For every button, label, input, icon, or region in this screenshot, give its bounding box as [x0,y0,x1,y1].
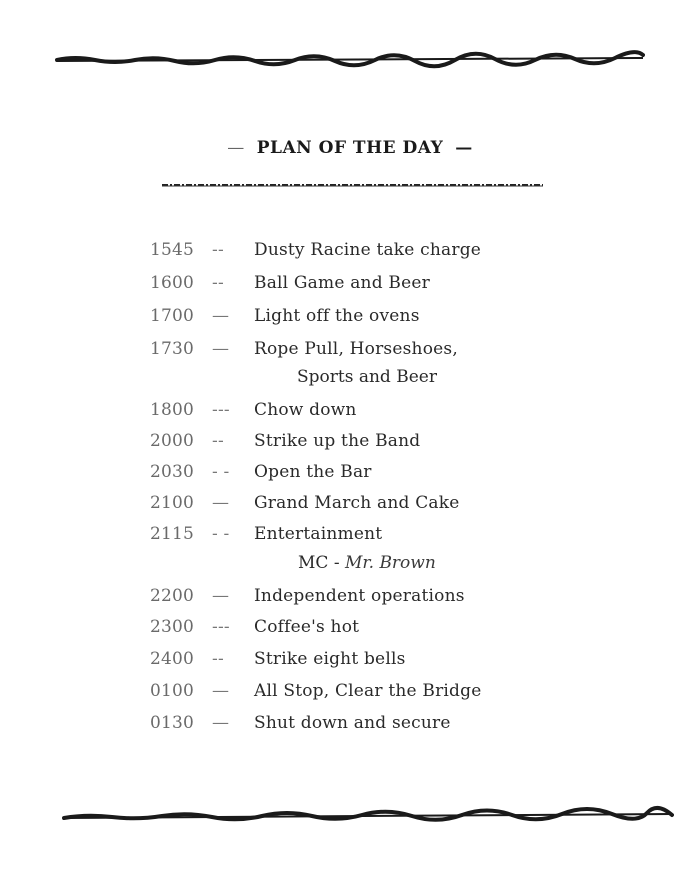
schedule-time: 2000 [150,431,195,451]
schedule-entry [150,681,481,701]
schedule-activity: Coffee's hot [254,617,360,637]
title-text: PLAN OF THE DAY [256,138,444,158]
schedule-activity: Dusty Racine take charge [254,240,482,260]
schedule-separator: — [212,681,230,701]
schedule-time: 0130 [150,713,195,733]
schedule-activity: Independent operations [254,586,465,606]
schedule-entry [150,273,430,293]
schedule-entry [150,431,420,451]
schedule-separator: -- [212,273,224,293]
schedule-separator: — [212,339,230,359]
schedule-time: 2115 [150,524,195,544]
schedule-activity: Light off the ovens [254,306,420,326]
schedule-entry [150,713,451,733]
schedule-separator: - - [212,524,230,544]
schedule-activity: All Stop, Clear the Bridge [254,681,482,701]
schedule-time: 2400 [150,649,195,669]
title-left-dash: — [227,138,245,158]
schedule-separator: --- [212,617,230,637]
schedule-activity: Strike eight bells [254,649,406,669]
emcee-label: MC - [298,553,345,573]
schedule-separator: — [212,493,230,513]
schedule-entry [150,462,372,482]
schedule-time: 1600 [150,273,195,293]
schedule-activity: Rope Pull, Horseshoes, [254,339,458,359]
schedule-separator: -- [212,649,224,669]
schedule-separator: --- [212,400,230,420]
emcee-line [298,553,436,573]
schedule-time: 1545 [150,240,195,260]
schedule-time: 2200 [150,586,195,606]
schedule-time: 2030 [150,462,195,482]
schedule-time: 0100 [150,681,195,701]
schedule-activity: Chow down [254,400,357,420]
schedule-entry [150,586,465,606]
schedule-activity-continuation: Sports and Beer [297,367,437,387]
schedule-separator: — [212,713,230,733]
schedule-entry [150,493,460,513]
schedule-time: 1700 [150,306,195,326]
schedule-activity: Shut down and secure [254,713,451,733]
title-right-dash: — [455,138,473,158]
schedule-time: 1730 [150,339,195,359]
schedule-time: 2300 [150,617,195,637]
schedule-entry [150,649,406,669]
schedule-entry [150,400,357,420]
schedule-activity: Ball Game and Beer [254,273,430,293]
schedule-entry [150,240,481,260]
schedule-entry [150,339,458,359]
schedule-separator: - - [212,462,230,482]
schedule-activity: Strike up the Band [254,431,421,451]
schedule-separator: — [212,306,230,326]
schedule-separator: — [212,586,230,606]
emcee-name: Mr. Brown [344,553,436,573]
schedule-entry [150,617,359,637]
schedule-activity: Open the Bar [254,462,372,482]
schedule-entry [150,306,420,326]
bottom-divider-rule [62,804,674,826]
schedule-separator: -- [212,431,224,451]
schedule-activity: Grand March and Cake [254,493,460,513]
schedule-time: 2100 [150,493,195,513]
schedule-time: 1800 [150,400,195,420]
schedule-activity: Entertainment [254,524,383,544]
schedule-entry [150,524,382,544]
schedule-separator: -- [212,240,224,260]
